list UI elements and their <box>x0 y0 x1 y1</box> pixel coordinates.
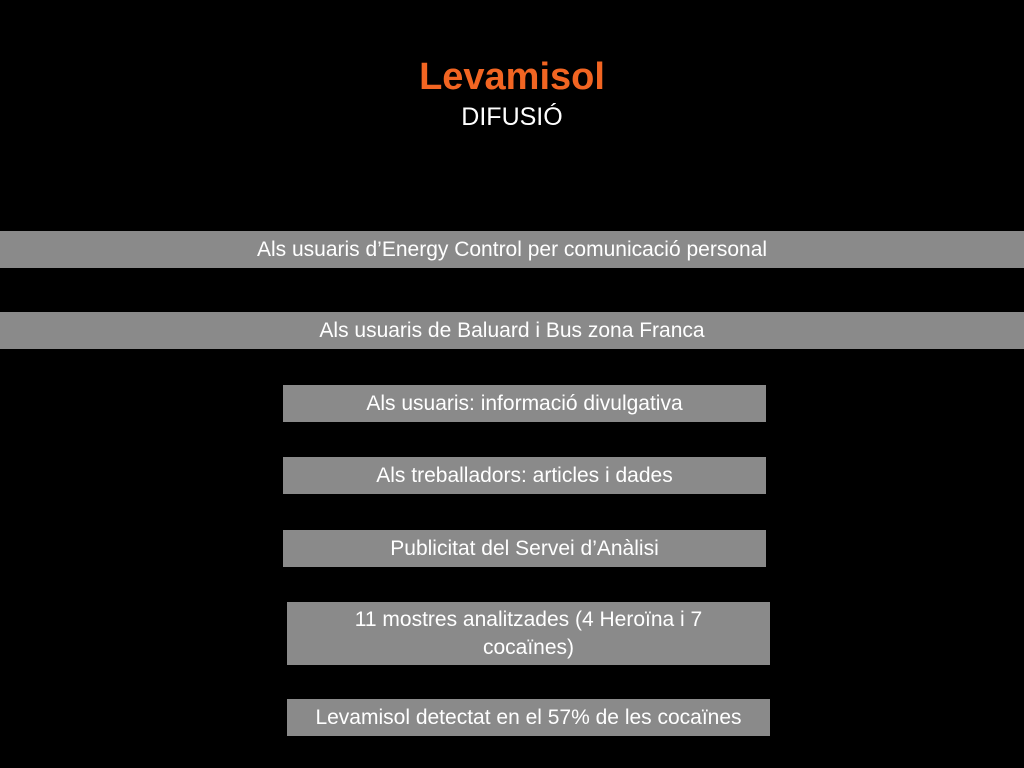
diffusion-item-baluard-bus: Als usuaris de Baluard i Bus zona Franca <box>0 312 1024 349</box>
diffusion-item-energy-control: Als usuaris d’Energy Control per comunicació personal <box>0 231 1024 268</box>
slide-title: Levamisol <box>419 56 605 98</box>
diffusion-item-advertising: Publicitat del Servei d’Anàlisi <box>283 530 766 567</box>
diffusion-item-levamisol-detected: Levamisol detectat en el 57% de les cocaïnes <box>287 699 770 736</box>
slide-subtitle: DIFUSIÓ <box>461 103 563 131</box>
diffusion-item-samples: 11 mostres analitzades (4 Heroïna i 7 cocaïnes) <box>287 602 770 665</box>
diffusion-item-workers: Als treballadors: articles i dades <box>283 457 766 494</box>
diffusion-item-users-info: Als usuaris: informació divulgativa <box>283 385 766 422</box>
